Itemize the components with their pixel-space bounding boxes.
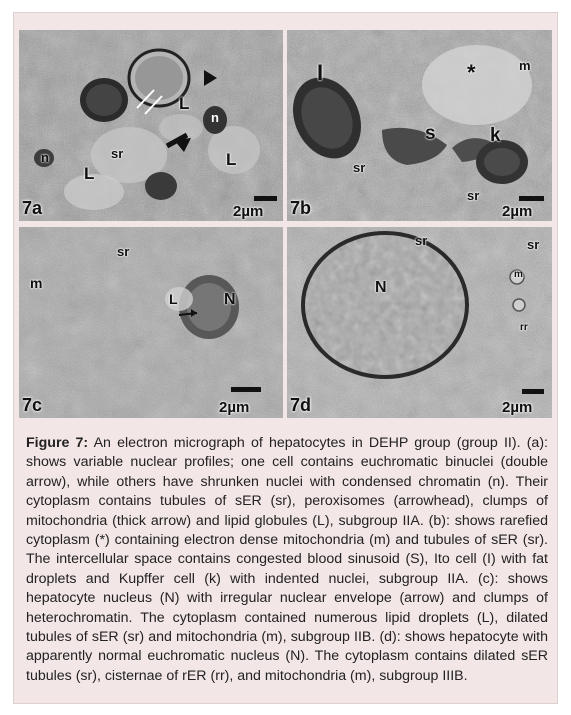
micrograph-image-a	[19, 30, 283, 221]
label-kupffer-cell: k	[490, 125, 501, 146]
label-mitochondria: m	[514, 269, 523, 280]
panel-label-d: 7d	[290, 395, 312, 415]
scale-bar-d	[522, 389, 544, 394]
scale-bar-a	[254, 196, 277, 201]
label-lipid: L	[84, 164, 95, 183]
label-ito-cell: I	[317, 60, 324, 85]
panel-label-b: 7b	[290, 198, 312, 218]
label-rarefied-cytoplasm: *	[467, 60, 476, 85]
label-sr: sr	[415, 233, 428, 248]
label-lipid: L	[179, 94, 190, 113]
scale-bar-c	[231, 387, 261, 392]
micrograph-panel-b	[287, 30, 552, 221]
label-rer: rr	[520, 322, 528, 333]
micrograph-panel-c	[19, 227, 283, 418]
label-lipid: L	[169, 291, 178, 307]
figure-caption	[26, 434, 548, 686]
label-sr: sr	[117, 244, 130, 259]
panel-label-a: 7a	[22, 198, 43, 218]
label-lipid: L	[226, 150, 237, 169]
label-nucleus-n: n	[41, 150, 49, 165]
label-nucleus: N	[224, 291, 236, 308]
micrograph-panel-d	[287, 227, 552, 418]
scale-label-b: 2µm	[502, 203, 533, 220]
micrograph-image-b	[287, 30, 552, 221]
label-mitochondria: m	[30, 275, 43, 291]
label-sr: sr	[527, 237, 540, 252]
micrograph-image-d	[287, 227, 552, 418]
scale-bar-b	[519, 196, 544, 201]
scale-label-a: 2µm	[233, 203, 264, 220]
scale-label-d: 2µm	[502, 399, 533, 416]
micrograph-panel-a	[19, 30, 283, 221]
scale-label-c: 2µm	[219, 399, 250, 416]
label-sr: sr	[353, 160, 366, 175]
label-nucleus-n: n	[211, 110, 219, 125]
label-sinusoid: s	[425, 123, 436, 144]
caption-text: An electron micrograph of hepatocytes in DEHP group (group II). (a): shows variable nuclear profiles; one cell contains euchromatic binuclei (double arrow), while others have shrunken nuclei with condensed chromatin (n). Their cytoplasm contains tubules of sER (sr), peroxisomes (arrowhead), clumps of mitochondria (thick arrow) and lipid globules (L), subgroup IIA. (b): shows rarefied cytoplasm (*) containing electron dense mitochondria (m) and tubules of sER (sr). The intercellular space contains congested blood sinusoid (S), Ito cell (I) with fat droplets and Kupffer cell (k) with indented nuclei, subgroup IIA. (c): shows hepatocyte nucleus (N) with irregular nuclear envelope (arrow) and clumps of heterochromatin. The cytoplasm contained numerous lipid droplets (L), dilated tubules of sER (sr) and mitochondria (m), subgroup IIB. (d): shows hepatocyte with apparently normal euchromatic nucleus (N). The cytoplasm contains dilated sER tubules (sr), cisternae of rER (rr), and mitochondria (m), subgroup IIIB.	[26, 435, 548, 684]
label-mitochondria: m	[519, 58, 531, 73]
caption-label: Figure 7:	[26, 435, 89, 451]
label-sr: sr	[111, 146, 124, 161]
panel-label-c: 7c	[22, 395, 43, 415]
label-nucleus: N	[375, 279, 387, 296]
label-sr: sr	[467, 188, 480, 203]
